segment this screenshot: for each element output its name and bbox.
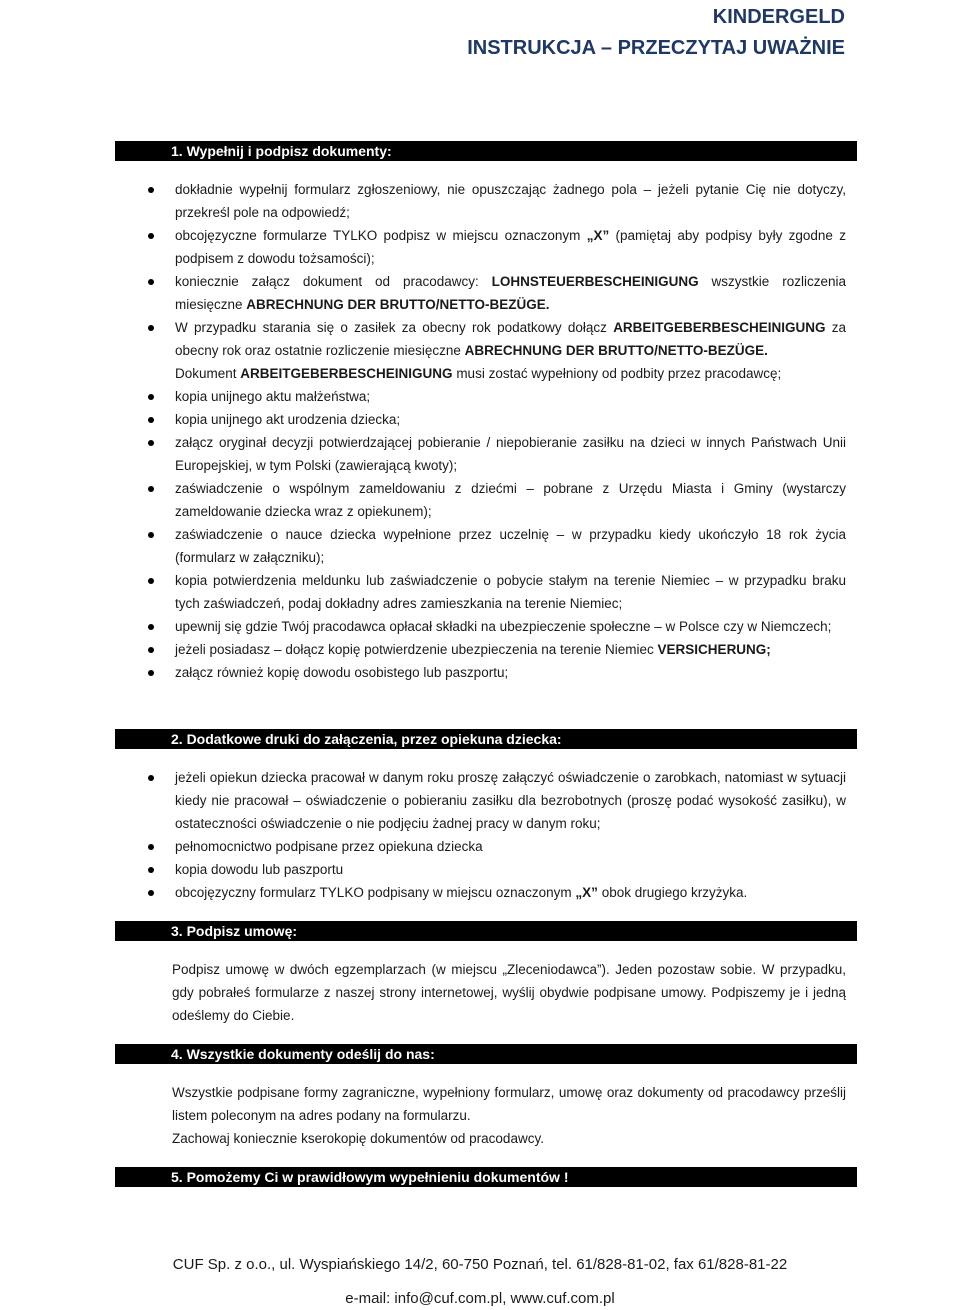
list-item: W przypadku starania się o zasiłek za obecny rok podatkowy dołącz ARBEITGEBERBESCHEINIGUNG za obecny rok oraz ostatnie rozliczenie miesięczne ABRECHNUNG DER BRUTTO/NETTO-BEZÜGE. [148, 316, 846, 362]
bullet-icon [148, 670, 154, 676]
list-item: jeżeli opiekun dziecka pracował w danym roku proszę załączyć oświadczenie o zarobkach, natomiast w sytuacji kiedy nie pracował – oświadczenie o pobieraniu zasiłku dla bezrobotnych (proszę podać wysokość zasiłku), w ostateczności oświadczenie o nie podjęciu żadnej pracy w danym roku; [148, 766, 846, 835]
list-item: koniecznie załącz dokument od pracodawcy: LOHNSTEUERBESCHEINIGUNG wszystkie rozliczenia miesięczne ABRECHNUNG DER BRUTTO/NETTO-BEZÜGE. [148, 270, 846, 316]
section-2-list [148, 766, 846, 904]
list-item: dokładnie wypełnij formularz zgłoszeniowy, nie opuszczając żadnego pola – jeżeli pytanie Cię nie dotyczy, przekreśl pole na odpowiedź; [148, 178, 846, 224]
list-item: obcojęzyczne formularze TYLKO podpisz w miejscu oznaczonym „X” (pamiętaj aby podpisy były zgodne z podpisem z dowodu tożsamości); [148, 224, 846, 270]
section-1-heading [115, 141, 857, 161]
bullet-icon [148, 486, 154, 492]
list-item: pełnomocnictwo podpisane przez opiekuna dziecka [148, 835, 846, 858]
bullet-icon [148, 325, 154, 331]
section-5-title: 5. Pomożemy Ci w prawidłowym wypełnieniu dokumentów ! [171, 1169, 569, 1185]
document-subtitle: INSTRUKCJA – PRZECZYTAJ UWAŻNIE [467, 37, 845, 59]
section-3-text: Podpisz umowę w dwóch egzemplarzach (w miejscu „Zleceniodawca”). Jeden pozostaw sobie. W przypadku, gdy pobrałeś formularze z naszej strony internetowej, wyślij obydwie podpisane umowy. Podpiszemy je i jedną odeślemy do Ciebie. [172, 962, 846, 1023]
bullet-icon [148, 417, 154, 423]
list-item: załącz oryginał decyzji potwierdzającej pobieranie / niepobieranie zasiłku na dzieci w innych Państwach Unii Europejskiej, w tym Polski (zawierającą kwoty); [148, 431, 846, 477]
list-item: upewnij się gdzie Twój pracodawca opłacał składki na ubezpieczenie społeczne – w Polsce czy w Niemczech; [148, 615, 846, 638]
bullet-icon [148, 440, 154, 446]
footer-address: CUF Sp. z o.o., ul. Wyspiańskiego 14/2, 60-750 Poznań, tel. 61/828-81-02, fax 61/828-81-22 [172, 1256, 788, 1273]
document-header [467, 2, 845, 64]
bullet-icon [148, 844, 154, 850]
bullet-icon [148, 394, 154, 400]
section-4-title: 4. Wszystkie dokumenty odeślij do nas: [171, 1046, 435, 1062]
bullet-icon [148, 187, 154, 193]
bullet-icon [148, 532, 154, 538]
section-2-heading [115, 729, 857, 749]
section-5-heading [115, 1167, 857, 1187]
footer-contact: e-mail: info@cuf.com.pl, www.cuf.com.pl [345, 1290, 615, 1307]
list-item: jeżeli posiadasz – dołącz kopię potwierdzenie ubezpieczenia na terenie Niemiec VERSICHERUNG; [148, 638, 846, 661]
section-2-title: 2. Dodatkowe druki do załączenia, przez opiekuna dziecka: [171, 731, 562, 747]
section-3-title: 3. Podpisz umowę: [171, 923, 298, 939]
bullet-icon [148, 890, 154, 896]
bullet-icon [148, 775, 154, 781]
section-1-title: 1. Wypełnij i podpisz dokumenty: [171, 143, 392, 159]
section-3-heading [115, 921, 857, 941]
list-item: zaświadczenie o wspólnym zameldowaniu z dziećmi – pobrane z Urzędu Miasta i Gminy (wystarczy zameldowanie dziecka wraz z opiekunem); [148, 477, 846, 523]
bullet-icon [148, 233, 154, 239]
list-item: obcojęzyczny formularz TYLKO podpisany w miejscu oznaczonym „X” obok drugiego krzyżyka. [148, 881, 846, 904]
list-item: kopia dowodu lub paszportu [148, 858, 846, 881]
list-item: kopia unijnego akt urodzenia dziecka; [148, 408, 846, 431]
list-item: kopia unijnego aktu małżeństwa; [148, 385, 846, 408]
list-item: zaświadczenie o nauce dziecka wypełnione przez uczelnię – w przypadku kiedy ukończyło 18 rok życia (formularz w załączniku); [148, 523, 846, 569]
bullet-icon [148, 279, 154, 285]
bullet-icon [148, 647, 154, 653]
bullet-icon [148, 867, 154, 873]
bullet-icon [148, 624, 154, 630]
list-item: kopia potwierdzenia meldunku lub zaświadczenie o pobycie stałym na terenie Niemiec – w przypadku braku tych zaświadczeń, podaj dokładny adres zamieszkania na terenie Niemiec; [148, 569, 846, 615]
list-item: załącz również kopię dowodu osobistego lub paszportu; [148, 661, 846, 684]
list-item: Dokument ARBEITGEBERBESCHEINIGUNG musi zostać wypełniony od podbity przez pracodawcę; [175, 366, 782, 381]
bullet-icon [148, 578, 154, 584]
section-4-heading [115, 1044, 857, 1064]
document-title: KINDERGELD [712, 6, 845, 28]
section-4-text: Wszystkie podpisane formy zagraniczne, wypełniony formularz, umowę oraz dokumenty od pracodawcy prześlij listem poleconym na adres podany na formularzu. Zachowaj koniecznie kserokopię dokumentów od pracodawcy. [172, 1085, 846, 1146]
section-1-list [148, 178, 846, 684]
